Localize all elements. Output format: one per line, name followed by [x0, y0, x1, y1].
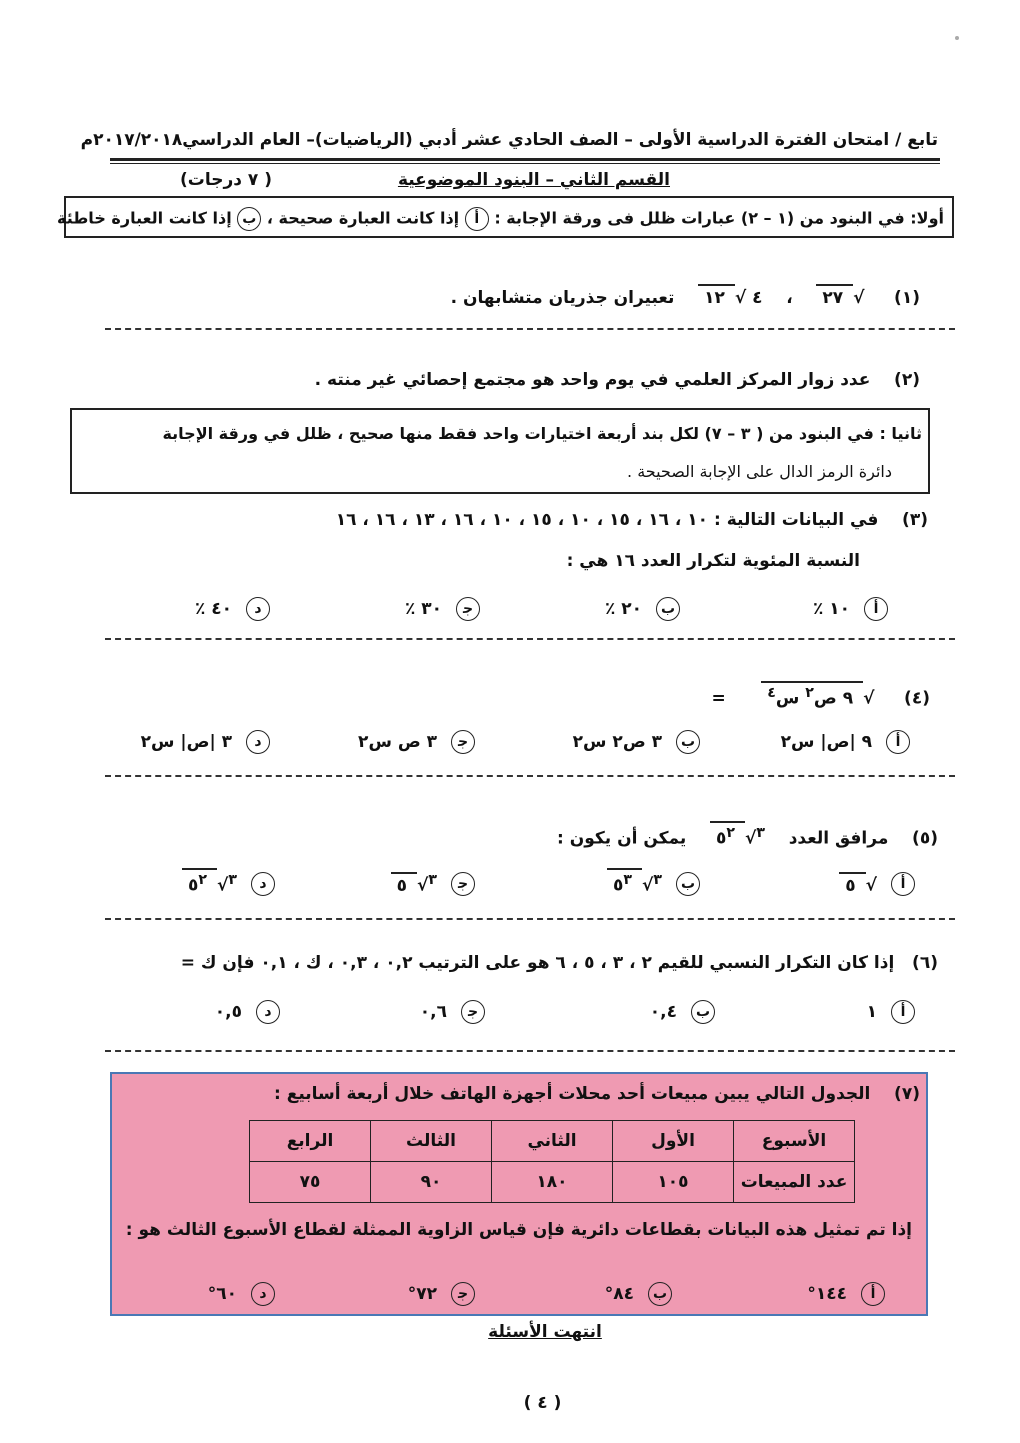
q5-option-a[interactable] [839, 872, 915, 896]
divider [105, 918, 955, 920]
symbol-d: د [251, 1282, 275, 1306]
q6-option-d[interactable] [215, 1000, 280, 1024]
q5-d-exp: ٢ [198, 872, 208, 889]
q3-option-a-text: ١٠ ٪ [812, 599, 850, 619]
radical-sign: √ [745, 828, 757, 849]
symbol-a: أ [864, 597, 888, 621]
q4-option-a-text: ٩ |ص| س٢ [780, 732, 872, 752]
symbol-c: ﺟ [451, 730, 475, 754]
table-cell: ٧٥ [250, 1162, 371, 1203]
question-6 [181, 953, 938, 973]
q7-option-b-text: ٨٤° [604, 1284, 634, 1304]
symbol-c: ﺟ [461, 1000, 485, 1024]
q1-number: (١) [894, 288, 920, 308]
q7-option-c[interactable] [408, 1282, 475, 1306]
q4-option-b-text: ٣ ص٢ س٢ [572, 732, 662, 752]
header-rule-thin [110, 163, 940, 164]
table-cell: الأول [613, 1121, 734, 1162]
q6-option-b[interactable] [650, 1000, 715, 1024]
part1-b-text: إذا كانت العبارة خاطئة [57, 208, 232, 228]
q5-d-base: ٥ [187, 875, 199, 896]
symbol-b: ب [691, 1000, 715, 1024]
q5-text2: يمكن أن يكون : [557, 828, 687, 849]
table-cell: ١٠٥ [613, 1162, 734, 1203]
radical-sign: √ [853, 288, 865, 308]
symbol-d: د [246, 597, 270, 621]
part2-line1: ثانيا : في البنود من ( ٣ – ٧) لكل بند أربعة اختيارات واحد فقط منها صحيح ، ظلل في ورقة الإجابة [162, 424, 922, 443]
q5-radicand [710, 825, 745, 849]
table-header-row [250, 1121, 855, 1162]
table-cell: ١٨٠ [492, 1162, 613, 1203]
q7-text: الجدول التالي يبين مبيعات أحد محلات أجهزة الهاتف خلال أربعة أسابيع : [274, 1084, 871, 1104]
symbol-d: د [256, 1000, 280, 1024]
part1-instructions [57, 196, 954, 238]
q6-option-b-text: ٠,٤ [649, 1002, 677, 1022]
q3-option-c[interactable] [405, 597, 480, 621]
radical-sign: √ [863, 688, 875, 709]
symbol-b: ب [656, 597, 680, 621]
symbol-a: أ [891, 872, 915, 896]
part2-instructions [70, 408, 930, 494]
q1-root-12: ١٢ [698, 288, 735, 308]
q7-option-d[interactable] [208, 1282, 275, 1306]
q5-option-b[interactable] [607, 872, 700, 896]
q6-text: إذا كان التكرار النسبي للقيم ٢ ، ٣ ، ٥ ، ٦ هو على الترتيب ٠,٢ ، ٠,٣ ، ك ، ٠,١ فإن ك = [180, 953, 895, 973]
q5-a-radicand [839, 876, 865, 896]
divider [105, 328, 955, 330]
symbol-b: ب [676, 730, 700, 754]
q6-option-c[interactable] [420, 1000, 485, 1024]
q4-exp-x: ٤ [767, 685, 776, 701]
header-rule [110, 158, 940, 161]
end-of-questions: انتهت الأسئلة [488, 1322, 602, 1342]
q2-number: (٢) [894, 370, 920, 390]
q7-prompt: إذا تم تمثيل هذه البيانات بقطاعات دائرية فإن قياس الزاوية الممثلة لقطاع الأسبوع الثالث هو : [125, 1220, 912, 1240]
q6-option-d-text: ٠,٥ [214, 1002, 242, 1022]
q4-option-c[interactable] [358, 730, 475, 754]
scan-dot [955, 36, 959, 40]
q5-option-c-expr [391, 872, 437, 896]
q7-number: (٧) [894, 1084, 920, 1104]
table-cell: الثاني [492, 1121, 613, 1162]
q3-option-a[interactable] [813, 597, 888, 621]
q4-var-x: س [775, 688, 800, 709]
q4-exp-y: ٢ [805, 685, 814, 701]
symbol-b: ب [676, 872, 700, 896]
q4-equals: = [711, 688, 726, 709]
q5-option-d-expr [182, 872, 237, 896]
part2-line2: دائرة الرمز الدال على الإجابة الصحيحة . [627, 462, 892, 481]
table-cell: ٩٠ [371, 1162, 492, 1203]
q4-var-y: ص [813, 688, 837, 709]
symbol-b: ب [237, 207, 261, 231]
q5-c-index: ٣ [428, 872, 437, 889]
q3-option-c-text: ٣٠ ٪ [404, 599, 442, 619]
table-row [250, 1162, 855, 1203]
q5-option-a-expr [839, 872, 877, 896]
q7-option-d-text: ٦٠° [207, 1284, 237, 1304]
q3-option-d-text: ٤٠ ٪ [194, 599, 232, 619]
symbol-c: ﺟ [451, 872, 475, 896]
q5-base: ٥ [716, 828, 727, 849]
q5-root-index: ٣ [756, 825, 766, 841]
question-4 [711, 685, 930, 709]
q5-b-radicand [607, 872, 642, 896]
sales-table [249, 1120, 855, 1203]
q5-d-index: ٣ [228, 872, 237, 889]
q5-text1: مرافق العدد [788, 828, 889, 849]
q3-option-b-text: ٢٠ ٪ [604, 599, 642, 619]
q5-exp: ٢ [726, 825, 736, 841]
q7-option-a[interactable] [807, 1282, 885, 1306]
q4-option-a[interactable] [781, 730, 910, 754]
q3-number: (٣) [902, 510, 928, 530]
page-number: ( ٤ ) [523, 1393, 562, 1413]
q6-option-c-text: ٠,٦ [419, 1002, 447, 1022]
q4-coefficient: ٩ [842, 688, 854, 709]
q3-prompt: النسبة المئوية لتكرار العدد ١٦ هي : [566, 551, 860, 571]
question-2 [315, 370, 920, 390]
question-1 [451, 288, 920, 308]
q5-d-radicand [182, 872, 217, 896]
q5-c-radicand [391, 876, 417, 896]
radical-sign: √ [217, 875, 229, 896]
radical-sign: √ [734, 288, 747, 308]
divider [105, 1050, 955, 1052]
symbol-a: أ [891, 1000, 915, 1024]
table-cell: الأسبوع [734, 1121, 855, 1162]
symbol-c: ﺟ [451, 1282, 475, 1306]
symbol-a: أ [886, 730, 910, 754]
q1-separator: ، [786, 288, 793, 308]
q6-number: (٦) [912, 953, 938, 973]
q4-number: (٤) [904, 688, 930, 709]
q6-option-a-text: ١ [866, 1002, 877, 1022]
symbol-c: ﺟ [456, 597, 480, 621]
symbol-b: ب [648, 1282, 672, 1306]
q5-b-base: ٥ [612, 875, 624, 896]
q5-option-c[interactable] [391, 872, 475, 896]
section-title: القسم الثاني – البنود الموضوعية [397, 170, 670, 190]
divider [105, 775, 955, 777]
symbol-a: أ [465, 207, 489, 231]
table-cell: الرابع [250, 1121, 371, 1162]
q5-a-base: ٥ [845, 875, 856, 896]
part1-a-text: إذا كانت العبارة صحيحة ، [266, 208, 460, 228]
q3-option-d[interactable] [195, 597, 270, 621]
divider [105, 638, 955, 640]
q5-number: (٥) [912, 828, 938, 849]
q3-text: في البيانات التالية : ١٠ ، ١٦ ، ١٥ ، ١٠ ، ١٥ ، ١٠ ، ١٦ ، ١٣ ، ١٦ ، ١٦ [335, 510, 879, 530]
radical-sign: √ [642, 875, 654, 896]
q5-b-index: ٣ [653, 872, 662, 889]
question-7 [274, 1084, 920, 1104]
q2-text: عدد زوار المركز العلمي في يوم واحد هو مجتمع إحصائي غير منته . [314, 370, 871, 390]
q4-option-d-text: ٣ |ص| س٢ [140, 732, 232, 752]
symbol-d: د [246, 730, 270, 754]
q5-b-exp: ٣ [623, 872, 633, 889]
q4-option-d[interactable] [141, 730, 270, 754]
exam-header: تابع / امتحان الفترة الدراسية الأولى – الصف الحادي عشر أدبي (الرياضيات)– العام الدراسي٢٠١٧/٢٠١٨م [80, 130, 938, 150]
table-cell: الثالث [371, 1121, 492, 1162]
symbol-d: د [251, 872, 275, 896]
q7-option-b[interactable] [605, 1282, 672, 1306]
part1-pre: أولا: في البنود من (١ – ٢) عبارات ظلل فى ورقة الإجابة : [494, 208, 944, 228]
radical-sign: √ [417, 875, 429, 896]
q5-option-b-expr [607, 872, 662, 896]
radical-sign: √ [865, 875, 877, 896]
q1-coefficient: ٤ [752, 288, 763, 308]
question-3 [336, 510, 928, 530]
q7-option-a-text: ١٤٤° [807, 1284, 847, 1304]
table-cell: عدد المبيعات [734, 1162, 855, 1203]
q1-root-27: ٢٧ [816, 288, 853, 308]
q1-text: تعبيران جذريان متشابهان . [450, 288, 675, 308]
q4-option-b[interactable] [573, 730, 700, 754]
symbol-a: أ [861, 1282, 885, 1306]
section-marks: ( ٧ درجات) [180, 170, 273, 190]
question-5 [557, 825, 938, 849]
q6-option-a[interactable] [867, 1000, 915, 1024]
q7-option-c-text: ٧٢° [407, 1284, 437, 1304]
q5-c-base: ٥ [396, 875, 408, 896]
q3-option-b[interactable] [605, 597, 680, 621]
q4-option-c-text: ٣ ص س٢ [358, 732, 437, 752]
q5-option-d[interactable] [182, 872, 275, 896]
q4-radicand [761, 685, 863, 709]
